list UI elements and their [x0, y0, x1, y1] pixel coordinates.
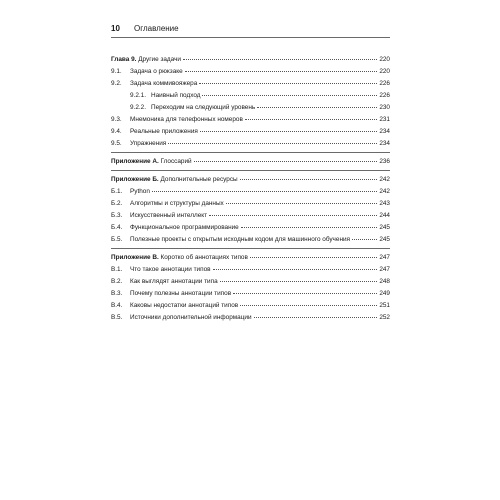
chapter-prefix: Приложение В. [111, 254, 159, 261]
chapter-title [111, 174, 238, 186]
toc-entry[interactable] [111, 300, 390, 312]
dot-leader [240, 304, 377, 306]
chapter-prefix: Приложение Б. [111, 176, 159, 183]
entry-number: 9.2. [111, 80, 122, 87]
dot-leader [220, 280, 378, 282]
dot-leader [254, 316, 378, 318]
section-divider [111, 248, 390, 249]
toc-entry[interactable] [111, 90, 390, 102]
dot-leader [233, 292, 377, 294]
entry-number: В.2. [111, 278, 123, 285]
entry-page: 226 [379, 92, 390, 99]
dot-leader [241, 226, 378, 228]
dot-leader [226, 202, 378, 204]
entry-page: 226 [379, 80, 390, 87]
entry-title: Задача коммивояжера [130, 80, 198, 87]
entry-number: 9.5. [111, 140, 122, 147]
entry-page: 244 [379, 212, 390, 219]
entry-number: 9.4. [111, 128, 122, 135]
entry-title: Источники дополнительной информации [130, 314, 252, 321]
entry-number: Б.1. [111, 188, 123, 195]
toc-chapter-entry[interactable] [111, 156, 390, 168]
chapter-title [111, 252, 248, 264]
toc-entry[interactable] [111, 126, 390, 138]
dot-leader [168, 142, 377, 144]
toc-entry[interactable] [111, 234, 390, 246]
toc-entry[interactable] [111, 222, 390, 234]
chapter-page: 220 [379, 56, 390, 63]
entry-number: Б.3. [111, 212, 123, 219]
toc-entry[interactable] [111, 288, 390, 300]
toc-entry[interactable] [111, 276, 390, 288]
entry-page: 231 [379, 116, 390, 123]
chapter-title [111, 156, 192, 168]
entry-page: 242 [379, 188, 390, 195]
chapter-prefix: Глава 9. [111, 56, 137, 63]
entry-title: Реальные приложения [130, 128, 198, 135]
entry-title: Мнемоника для телефонных номеров [130, 116, 243, 123]
dot-leader [152, 190, 377, 192]
entry-title: Каковы недостатки аннотаций типов [130, 302, 239, 309]
toc-entry[interactable] [111, 114, 390, 126]
toc-entry[interactable] [111, 186, 390, 198]
entry-title: Переходим на следующий уровень [151, 104, 256, 111]
entry-number: В.4. [111, 302, 123, 309]
toc-entry[interactable] [111, 66, 390, 78]
entry-title: Почему полезны аннотации типов [130, 290, 232, 297]
toc-entry[interactable] [111, 198, 390, 210]
dot-leader [209, 214, 377, 216]
entry-page: 220 [379, 68, 390, 75]
chapter-prefix: Приложение А. [111, 158, 159, 165]
entry-title: Функциональное программирование [130, 224, 239, 231]
entry-page: 248 [379, 278, 390, 285]
entry-number: Б.2. [111, 200, 123, 207]
toc-entry[interactable] [111, 210, 390, 222]
running-header [111, 21, 390, 38]
toc-entry[interactable] [111, 264, 390, 276]
entry-page: 251 [379, 302, 390, 309]
toc-entry[interactable] [111, 78, 390, 90]
dot-leader [199, 82, 377, 84]
entry-number: В.3. [111, 290, 123, 297]
entry-title: Задача о рюкзаке [130, 68, 183, 75]
toc-chapter-entry[interactable] [111, 54, 390, 66]
toc-entry[interactable] [111, 102, 390, 114]
dot-leader [202, 94, 377, 96]
entry-number: Б.5. [111, 236, 123, 243]
entry-title: Как выглядят аннотации типа [130, 278, 218, 285]
entry-title: Python [130, 188, 150, 195]
entry-page: 243 [379, 200, 390, 207]
dot-leader [352, 238, 377, 240]
entry-number: 9.2.1. [130, 92, 146, 99]
dot-leader [245, 118, 377, 120]
toc-chapter-entry[interactable] [111, 252, 390, 264]
dot-leader [240, 178, 378, 180]
entry-title: Упражнения [130, 140, 167, 147]
section-divider [111, 170, 390, 171]
toc-entry[interactable] [111, 312, 390, 324]
dot-leader [257, 106, 377, 108]
chapter-title [111, 54, 181, 66]
entry-title: Что такое аннотации типов [130, 266, 211, 273]
entry-number: В.1. [111, 266, 123, 273]
entry-title: Полезные проекты с открытым исходным кодом для машинного обучения [130, 236, 351, 243]
chapter-name: Глоссарий [160, 158, 192, 165]
toc-chapter-entry[interactable] [111, 174, 390, 186]
chapter-page: 247 [379, 254, 390, 261]
chapter-name: Коротко об аннотациях типов [160, 254, 248, 261]
entry-page: 234 [379, 140, 390, 147]
section-divider [111, 152, 390, 153]
entry-number: В.5. [111, 314, 123, 321]
toc-entry[interactable] [111, 138, 390, 150]
dot-leader [183, 58, 377, 60]
chapter-page: 236 [379, 158, 390, 165]
chapter-name: Другие задачи [138, 56, 181, 63]
header-page-number: 10 [111, 24, 120, 33]
entry-page: 247 [379, 266, 390, 273]
dot-leader [185, 70, 378, 72]
chapter-page: 242 [379, 176, 390, 183]
header-title: Оглавление [134, 24, 179, 33]
chapter-name: Дополнительные ресурсы [160, 176, 238, 183]
entry-page: 245 [379, 224, 390, 231]
entry-page: 245 [379, 236, 390, 243]
entry-page: 252 [379, 314, 390, 321]
dot-leader [213, 268, 378, 270]
table-of-contents [111, 54, 390, 324]
entry-number: 9.3. [111, 116, 122, 123]
dot-leader [250, 256, 377, 258]
entry-number: Б.4. [111, 224, 123, 231]
entry-page: 230 [379, 104, 390, 111]
entry-page: 234 [379, 128, 390, 135]
dot-leader [200, 130, 377, 132]
entry-number: 9.1. [111, 68, 122, 75]
entry-number: 9.2.2. [130, 104, 146, 111]
entry-title: Алгоритмы и структуры данных [130, 200, 224, 207]
entry-page: 249 [379, 290, 390, 297]
dot-leader [194, 160, 378, 162]
entry-title: Искусственный интеллект [130, 212, 208, 219]
entry-title: Наивный подход [151, 92, 201, 99]
